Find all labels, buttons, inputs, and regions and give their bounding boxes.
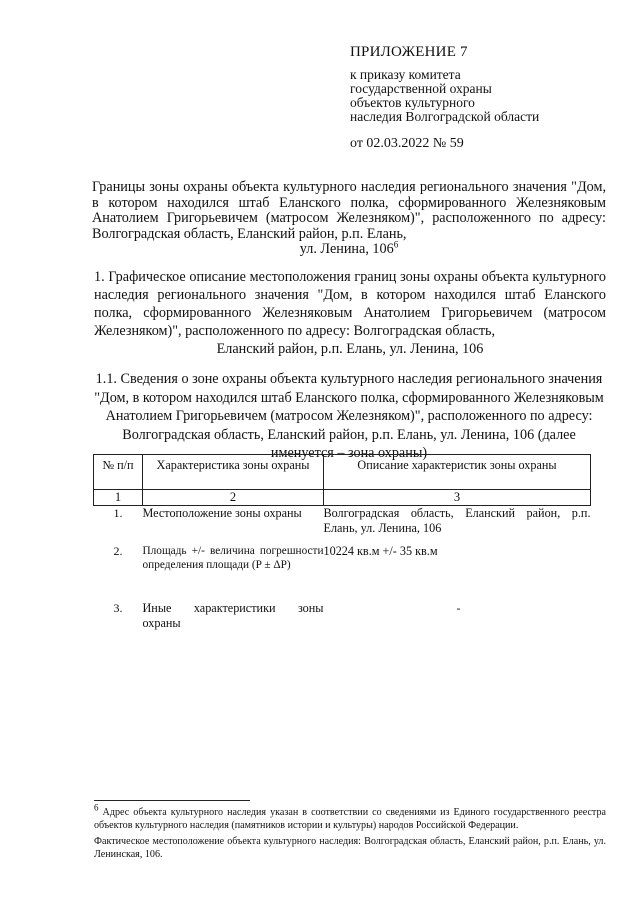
footnote-separator <box>94 800 250 801</box>
row-number: 3. <box>113 601 123 615</box>
heading-text: Границы зоны охраны объекта культурного наследия регионального значения "Дом, в котором находился штаб Еланского полка, сформированного Железняковым Анатолием Григорьевичем (матросом Железняком)", расположенного по адресу: Волгоградская область, Еланский район, р.п. Елань, <box>92 179 606 242</box>
column-number: 1 <box>94 490 143 506</box>
column-number: 2 <box>143 490 324 506</box>
row-number: 2. <box>113 544 123 558</box>
table-column-number-row <box>94 490 591 506</box>
zone-info-table <box>93 454 591 630</box>
header-description: Описание характеристик зоны охраны <box>324 455 591 490</box>
row-description: Волгоградская область, Еланский район, р.п. Елань, ул. Ленина, 106 <box>323 506 591 535</box>
table-row <box>94 601 591 630</box>
row-characteristic: Площадь +/- величина погрешности определения площади (P ± ΔP) <box>142 545 324 571</box>
row-characteristic: Местоположение зоны охраны <box>142 506 302 520</box>
row-description: - <box>456 601 461 615</box>
section-1-last-line: Еланский район, р.п. Елань, ул. Ленина, 106 <box>216 341 484 357</box>
appendix-line: к приказу комитета <box>350 67 461 82</box>
table-header-row <box>94 455 591 490</box>
section-1-paragraph <box>94 268 606 358</box>
appendix-date: от 02.03.2022 № 59 <box>350 136 464 151</box>
header-characteristic: Характеристика зоны охраны <box>143 455 324 490</box>
footnote-paragraph: Фактическое местоположение объекта культурного наследия: Волгоградская область, Еланский район, р.п. Елань, ул. Ленинская, 106. <box>94 836 606 860</box>
appendix-line: объектов культурного <box>350 95 475 110</box>
appendix-line: наследия Волгоградской области <box>350 109 540 124</box>
section-1-1-paragraph: 1.1. Сведения о зоне охраны объекта культурного наследия регионального значения "Дом, в котором находился штаб Еланского полка, сформированного Железняковым Анатолием Григорьевичем (матросом Железняком)", расположенного по адресу: Волгоградская область, Еланский район, р.п. Елань, ул. Ленина, 106 (далее именуется – зона охраны) <box>94 371 604 461</box>
row-characteristic: Иные характеристики зоны охраны <box>142 601 324 630</box>
header-number: № п/п <box>94 455 143 490</box>
footnote-reference: 6 <box>393 239 399 250</box>
section-1-text: 1. Графическое описание местоположения границ зоны охраны объекта культурного наследия регионального значения "Дом, в котором находился штаб Еланского полка, сформированного Железняковым Анатолием Григорьевичем (матросом Железняком)", расположенного по адресу: Волгоградская область, <box>94 269 606 339</box>
footnote <box>94 802 606 864</box>
appendix-title: ПРИЛОЖЕНИЕ 7 <box>350 44 468 60</box>
row-number: 1. <box>113 506 123 520</box>
row-description: 10224 кв.м +/- 35 кв.м <box>323 544 438 558</box>
appendix-order-reference <box>350 68 539 124</box>
column-number: 3 <box>324 490 591 506</box>
footnote-paragraph: $^6$ Адрес объекта культурного наследия указан в соответствии со сведениями из Единого государственного реестра объектов культурного наследия (памятников истории и культуры) народов Российской Федерации. <box>94 802 606 831</box>
table-row <box>94 506 591 545</box>
footnote-marker: 6 <box>94 802 99 813</box>
heading-last-line: ул. Ленина, $106^6$ <box>299 239 399 257</box>
table-row <box>94 544 591 601</box>
document-heading <box>92 180 606 258</box>
appendix-line: государственной охраны <box>350 81 492 96</box>
